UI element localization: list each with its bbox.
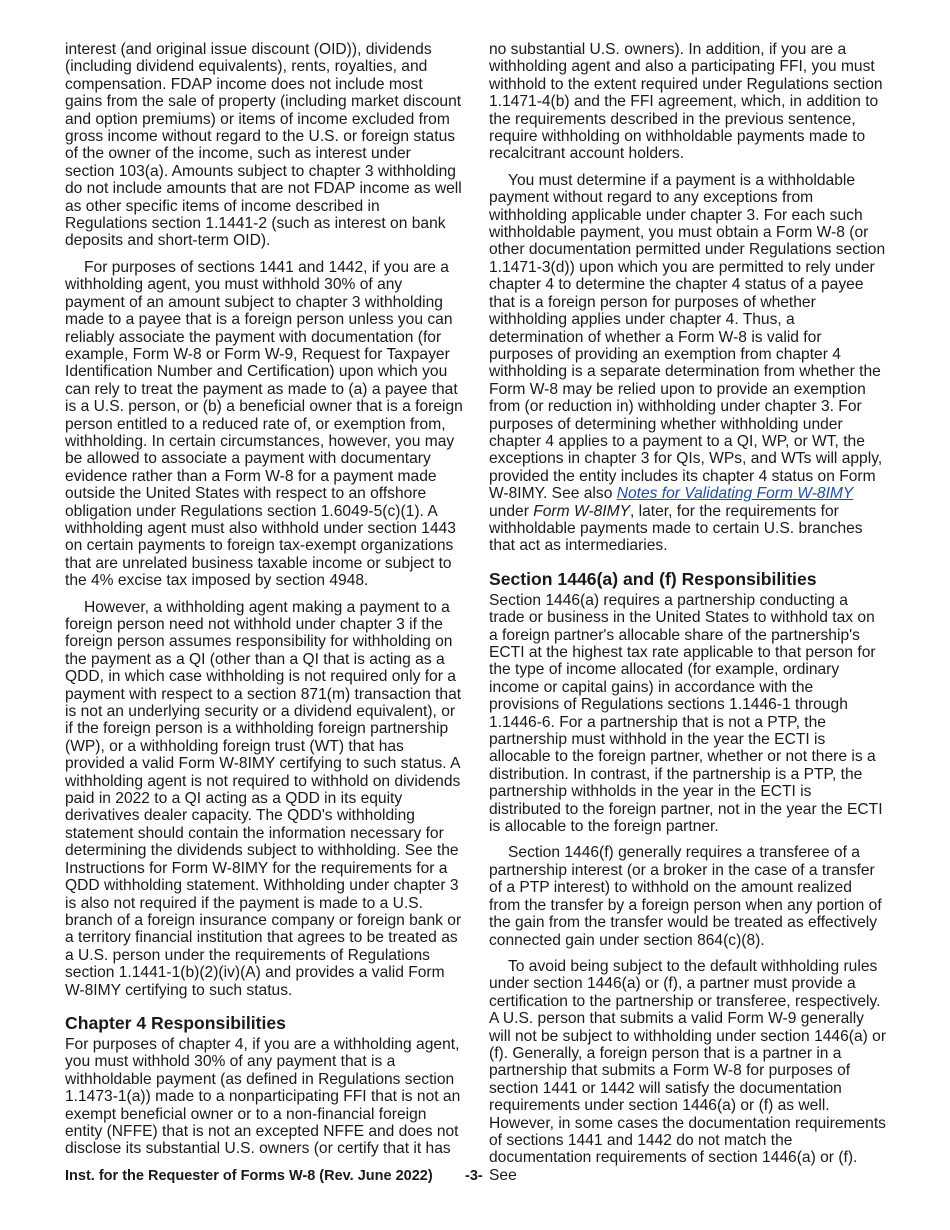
- paragraph: However, a withholding agent making a payment to a foreign person need not withhold under chapter 3 if the foreign person assumes responsibility for withholding on the payment as a QI (other than a QI that is acting as a QDD, in which case withholding is not required only for a payment with respect to a section 871(m) transaction that is not an underlying security or a dividend equivalent), or if the foreign person is a withholding foreign partnership (WP), or a withholding foreign trust (WT) that has provided a valid Form W-8IMY certifying to such status. A withholding agent is not required to withhold on dividends paid in 2022 to a QI acting as a QDD in its equity derivatives dealer capacity. The QDD's withholding statement should contain the information necessary for determining the dividends subject to withholding. See the Instructions for Form W-8IMY for the requirements for a QDD withholding statement. Withholding under chapter 3 is also not required if the payment is made to a U.S. branch of a foreign insurance company or foreign bank or a territory financial institution that agrees to be treated as a U.S. person under the requirements of Regulations section 1.1441-1(b)(2)(iv)(A) and provides a valid Form W-8IMY certifying to such status.: [65, 598, 462, 999]
- page-number: -3-: [465, 1168, 483, 1184]
- paragraph: Section 1446(a) requires a partnership conducting a trade or business in the United States to withhold tax on a foreign partner's allocable share of the partnership's ECTI at the highest tax rate applicable to that person for the type of income allocated (for example, ordinary income or capital gains) in accordance with the provisions of Regulations sections 1.1446-1 through 1.1446-6. For a partnership that is not a PTP, the partnership must withhold in the year the ECTI is allocable to the foreign partner, whether or not there is a distribution. In contrast, if the partnership is a PTP, the partnership withholds in the year in the ECTI is distributed to the foreign partner, not in the year the ECTI is allocable to the foreign partner.: [489, 591, 883, 836]
- paragraph: For purposes of sections 1441 and 1442, if you are a withholding agent, you must withhold 30% of any payment of an amount subject to chapter 3 withholding made to a payee that is a foreign person unless you can reliably associate the payment with documentation (for example, Form W-8 or Form W-9, Request for Taxpayer Identification Number and Certification) upon which you can rely to treat the payment as made to (a) a payee that is a U.S. person, or (b) a beneficial owner that is a foreign person entitled to a reduced rate of, or exemption from, withholding. In certain circumstances, however, you may be allowed to associate a payment with documentary evidence rather than a Form W-8 for a payment made outside the United States with respect to an offshore obligation under Regulations section 1.6049-5(c)(1). A withholding agent must also withhold under section 1443 on certain payments to foreign tax-exempt organizations that are unrelated business taxable income or subject to the 4% excise tax imposed by section 4948.: [65, 258, 463, 590]
- paragraph: To avoid being subject to the default withholding rules under section 1446(a) or (f), a partner must provide a certification to the partnership or transferee, respectively. A U.S. person that submits a valid Form W-9 generally will not be subject to withholding under section 1446(a) or (f). Generally, a foreign person that is a partner in a partnership that submits a Form W-8 for purposes of section 1441 or 1442 will satisfy the documentation requirements under section 1446(a) or (f) as well. However, in some cases the documentation requirements of sections 1441 and 1442 do not match the documentation requirements of section 1446(a) or (f). See: [489, 957, 887, 1184]
- paragraph-text: You must determine if a payment is a withholdable payment without regard to any exceptions from withholding applicable under chapter 3. For each such withholdable payment, you must obtain a Form W-8 (or other documentation permitted under Regulations section 1.1471-3(d)) upon which you are permitted to rely under chapter 4 to determine the chapter 4 status of a payee that is a foreign person for purposes of whether withholding applies under chapter 4. Thus, a determination of whether a Form W-8 is valid for purposes of providing an exemption from chapter 4 withholding is a separate determination from whether the Form W-8 may be relied upon to provide an exemption from (or reduction in) withholding under chapter 3. For purposes of determining whether withholding under chapter 4 applies to a payment to a QI, WP, or WT, the exceptions in chapter 3 for QIs, WPs, and WTs will apply, provided the entity includes its chapter 4 status on Form W-8IMY. See also: [489, 171, 886, 503]
- section-heading-1446: Section 1446(a) and (f) Responsibilities: [489, 568, 817, 589]
- paragraph: interest (and original issue discount (OID)), dividends (including dividend equivalents), rents, royalties, and compensation. FDAP income does not include most gains from the sale of property (including market discount and option premiums) or items of income excluded from gross income without regard to the U.S. or foreign status of the owner of the income, such as interest under section 103(a). Amounts subject to chapter 3 withholding do not include amounts that are not FDAP income as well as other specific items of income described in Regulations section 1.1441-2 (such as interest on bank deposits and short-term OID).: [65, 41, 462, 250]
- paragraph-text: under: [489, 502, 529, 520]
- left-column: [65, 41, 463, 1167]
- paragraph: For purposes of chapter 4, if you are a withholding agent, you must withhold 30% of any payment that is a withholdable payment (as defined in Regulations section 1.1473-1(a)) made to a nonparticipating FFI that is not an exempt beneficial owner or to a non-financial foreign entity (NFFE) that is not an excepted NFFE and does not disclose its substantial U.S. owners (or certify that it has: [65, 1035, 461, 1158]
- notes-validating-w8imy-link[interactable]: Notes for Validating Form W-8IMY: [616, 485, 854, 503]
- paragraph: Section 1446(f) generally requires a transferee of a partnership interest (or a broker in the case of a transfer of a PTP interest) to withhold on the amount realized from the transfer by a foreign person when any portion of the gain from the transfer would be treated as effectively connected gain under section 864(c)(8).: [489, 844, 882, 949]
- form-reference: Form W-8IMY: [533, 502, 630, 520]
- paragraph-text: , later, for the requirements for withholdable payments made to certain U.S. branches that act as intermediaries.: [489, 502, 863, 555]
- right-column: [489, 41, 886, 1193]
- footer-title: Inst. for the Requester of Forms W-8 (Rev. June 2022): [65, 1168, 433, 1184]
- section-heading-chapter-4: Chapter 4 Responsibilities: [65, 1012, 286, 1033]
- page-footer: [65, 1168, 483, 1184]
- paragraph: no substantial U.S. owners). In addition, if you are a withholding agent and also a participating FFI, you must withhold to the extent required under Regulations section 1.1471-4(b) and the FFI agreement, which, in addition to the requirements described in the previous sentence, require withholding on withholdable payments made to recalcitrant account holders.: [489, 41, 883, 163]
- paragraph-with-link: [489, 172, 886, 555]
